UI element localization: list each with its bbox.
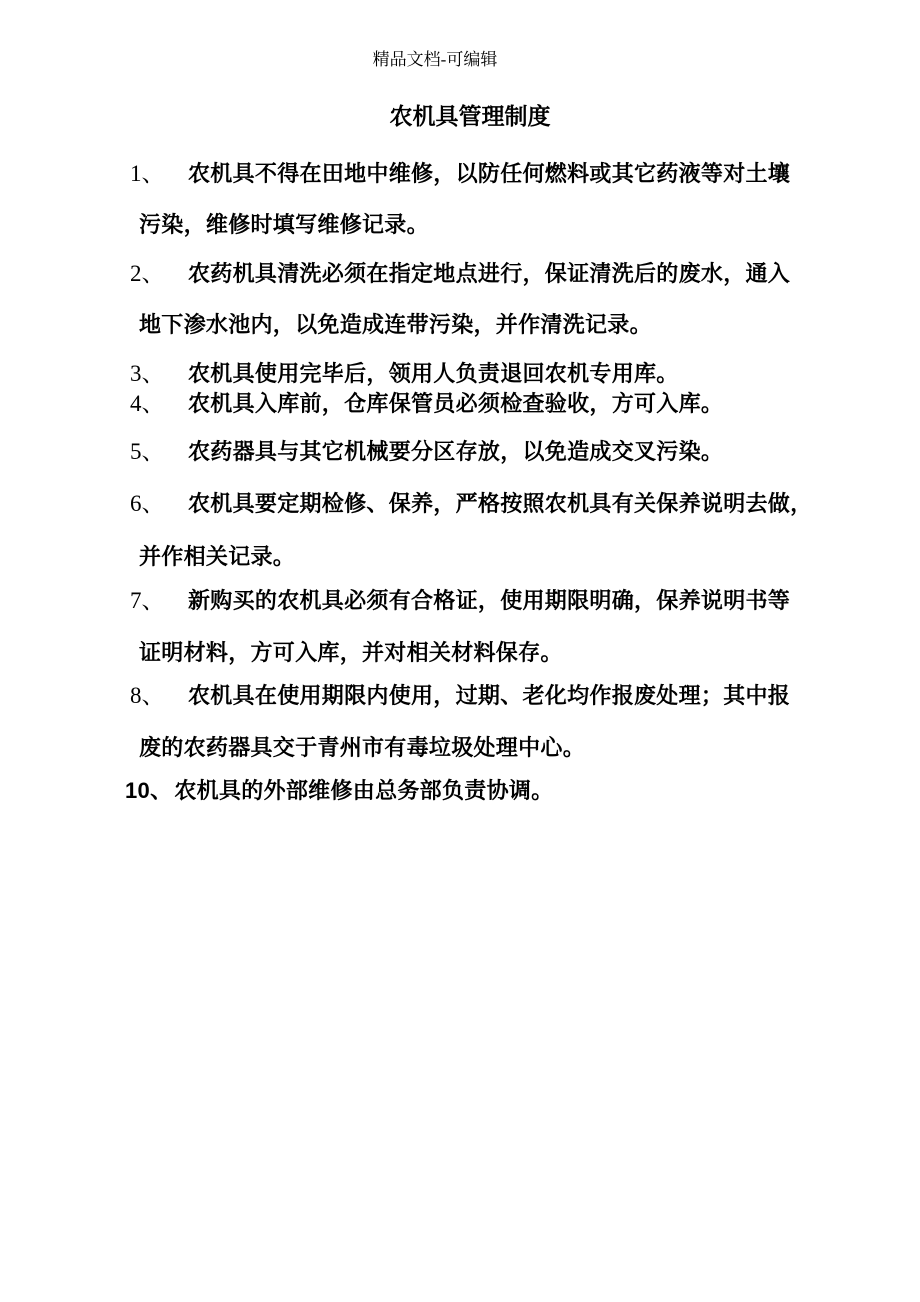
item-line: 农机具在使用期限内使用，过期、老化均作报废处理；其中报 (188, 683, 791, 708)
page-title: 农机具管理制度 (389, 103, 551, 129)
watermark-header: 精品文档-可编辑 (372, 50, 498, 69)
item-text: 农机具的外部维修由总务部负责协调。 (174, 778, 554, 803)
item-line: 农机具要定期检修、保养，严格按照农机具有关保养说明去做， (188, 491, 813, 516)
item-number: 5、 (130, 439, 165, 464)
item-line: 污染，维修时填写维修记录。 (139, 212, 429, 237)
item-line: 并作相关记录。 (139, 544, 296, 569)
item-line: 农药器具与其它机械要分区存放，以免造成交叉污染。 (188, 439, 724, 464)
item-number: 3、 (130, 361, 165, 386)
item-line: 农药机具清洗必须在指定地点进行，保证清洗后的废水，通入 (188, 261, 791, 286)
item-number: 8、 (130, 683, 165, 708)
item-line: 农机具不得在田地中维修，以防任何燃料或其它药液等对土壤 (188, 161, 791, 186)
item-line: 农机具使用完毕后，领用人负责退回农机专用库。 (188, 361, 679, 386)
item-line (125, 778, 553, 803)
item-number: 6、 (130, 491, 165, 516)
item-line: 新购买的农机具必须有合格证，使用期限明确，保养说明书等 (188, 588, 791, 613)
item-line: 地下渗水池内，以免造成连带污染，并作清洗记录。 (139, 312, 652, 337)
item-line: 废的农药器具交于青州市有毒垃圾处理中心。 (139, 735, 586, 760)
item-number: 2、 (130, 261, 165, 286)
item-number: 4、 (130, 391, 165, 416)
item-line: 农机具入库前，仓库保管员必须检查验收，方可入库。 (188, 391, 724, 416)
item-line: 证明材料，方可入库，并对相关材料保存。 (139, 640, 563, 665)
item-number: 10、 (125, 778, 173, 803)
item-number: 1、 (130, 161, 165, 186)
item-number: 7、 (130, 588, 165, 613)
